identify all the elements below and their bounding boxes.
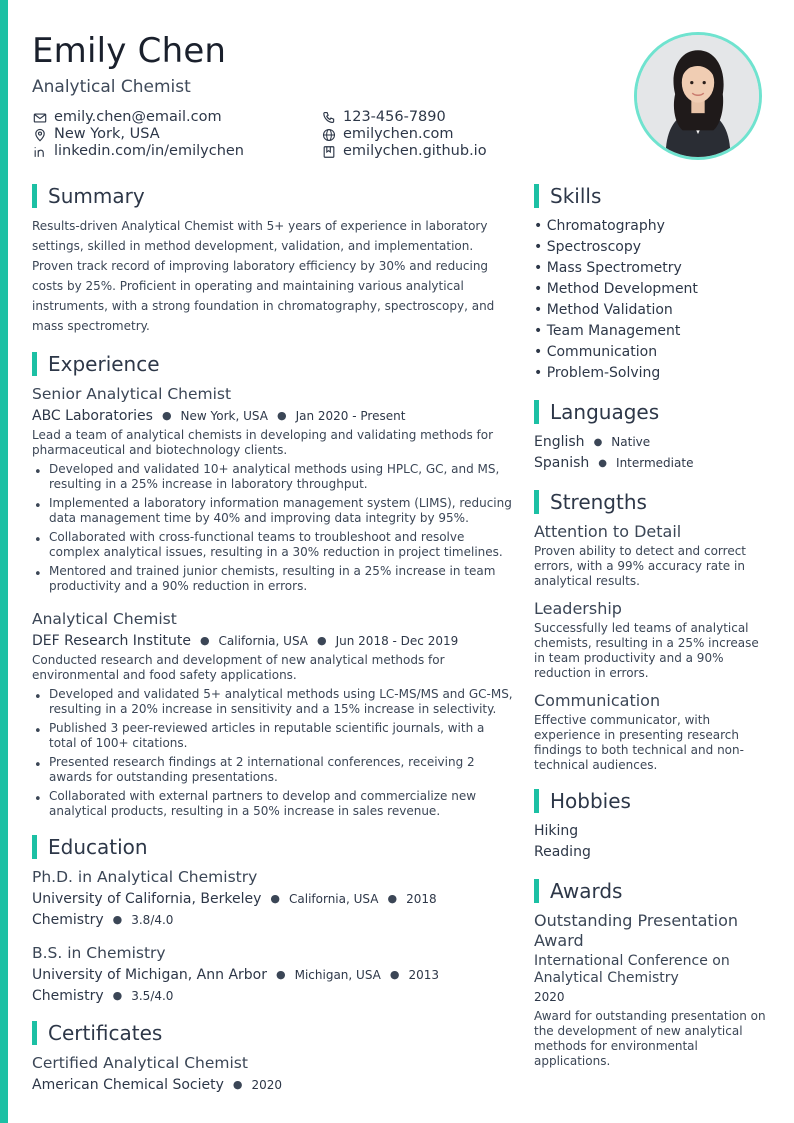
awards-title: Awards xyxy=(550,879,623,903)
separator-dot: ● xyxy=(112,913,123,926)
languages-title: Languages xyxy=(550,400,660,424)
skill-item: • Method Development xyxy=(534,281,698,297)
job-entry xyxy=(32,384,514,594)
certificate-meta xyxy=(32,1076,514,1094)
award-year-row xyxy=(534,987,770,1007)
strengths-section xyxy=(534,490,770,773)
linkedin-icon xyxy=(32,144,47,159)
separator-dot: ● xyxy=(161,409,172,422)
separator-dot: ● xyxy=(232,1078,243,1091)
resume-header xyxy=(32,30,622,160)
hobby-item: Reading xyxy=(534,844,591,860)
location-text: New York, USA xyxy=(54,126,160,142)
separator-dot: ● xyxy=(387,892,398,905)
strength-item xyxy=(534,599,770,681)
github-text: emilychen.github.io xyxy=(343,143,487,159)
award-year: 2020 xyxy=(534,990,565,1004)
skill-item: • Problem-Solving xyxy=(534,365,661,381)
accent-bar xyxy=(0,0,8,1123)
education-meta xyxy=(32,890,514,908)
school-location: Michigan, USA xyxy=(294,968,381,982)
education-entry xyxy=(32,943,514,1005)
education-entry xyxy=(32,867,514,929)
globe-icon xyxy=(321,127,336,142)
strength-title: Attention to Detail xyxy=(534,522,682,541)
summary-text: Results-driven Analytical Chemist with 5+ years of experience in laboratory settings, skilled in method development, validation, and implementation. Proven track record of improving laboratory efficiency by 30% and reducing costs by 25%. Proficient in operating and maintaining various analytical instruments, with a strong foundation in chromatography, spectroscopy, and mass spectrometry. xyxy=(32,219,495,333)
separator-dot: ● xyxy=(593,437,603,448)
contact-email[interactable] xyxy=(32,109,321,126)
skill-item: • Team Management xyxy=(534,323,681,339)
section-accent xyxy=(534,789,539,813)
job-dates: Jan 2020 - Present xyxy=(295,409,406,423)
separator-dot: ● xyxy=(598,458,608,469)
skill-item: • Mass Spectrometry xyxy=(534,260,682,276)
skill-label: Mass Spectrometry xyxy=(546,260,682,276)
section-header xyxy=(32,352,514,376)
certificate-entry xyxy=(32,1053,514,1094)
section-header xyxy=(32,1021,514,1045)
contact-website[interactable] xyxy=(321,126,601,143)
phone-text: 123-456-7890 xyxy=(343,109,446,125)
gpa: 3.5/4.0 xyxy=(131,989,174,1003)
award-description: Award for outstanding presentation on the development of new analytical methods for environmental applications. xyxy=(534,1009,766,1068)
skill-label: Spectroscopy xyxy=(546,239,642,255)
candidate-name: Emily Chen xyxy=(32,31,227,71)
certificate-name: Certified Analytical Chemist xyxy=(32,1054,248,1072)
separator-dot: ● xyxy=(112,989,123,1002)
separator-dot: ● xyxy=(199,634,210,647)
job-location: California, USA xyxy=(218,634,308,648)
section-accent xyxy=(32,835,37,859)
section-accent xyxy=(534,184,539,208)
experience-title: Experience xyxy=(48,352,160,376)
contact-phone[interactable] xyxy=(321,109,601,126)
list-item: • Published 3 peer-reviewed articles in reputable scientific journals, with a total of 100+ citations. xyxy=(32,721,514,751)
strength-item xyxy=(534,691,770,773)
job-company: DEF Research Institute xyxy=(32,633,191,649)
language-name: English xyxy=(534,434,585,450)
separator-dot: ● xyxy=(276,968,286,981)
separator-dot: ● xyxy=(317,634,327,647)
languages-section xyxy=(534,400,770,474)
left-column xyxy=(32,184,514,1094)
field-of-study: Chemistry xyxy=(32,912,104,928)
skill-label: Communication xyxy=(546,344,658,360)
contact-github[interactable] xyxy=(321,143,601,160)
job-location: New York, USA xyxy=(180,409,268,423)
separator-dot: ● xyxy=(276,409,287,422)
hobbies-title: Hobbies xyxy=(550,789,631,813)
list-item: • Developed and validated 5+ analytical methods using LC-MS/MS and GC-MS, resulting in a 20% increase in sensitivity and a 15% increase in selectivity. xyxy=(32,687,514,717)
education-field xyxy=(32,911,514,929)
hobby-item: Hiking xyxy=(534,823,579,839)
job-bullets xyxy=(32,687,514,819)
separator-dot: ● xyxy=(389,968,400,981)
experience-section xyxy=(32,352,514,819)
education-title: Education xyxy=(48,835,148,859)
skill-label: Problem-Solving xyxy=(546,365,661,381)
section-accent xyxy=(32,352,37,376)
phone-icon xyxy=(321,110,336,125)
right-column xyxy=(534,184,770,1069)
list-item: • Collaborated with external partners to develop and commercialize new analytical products, resulting in a 50% increase in sales revenue. xyxy=(32,789,514,819)
section-accent xyxy=(32,184,37,208)
school-location: California, USA xyxy=(289,892,379,906)
award-issuer: International Conference on Analytical Chemistry xyxy=(534,953,730,986)
award-name: Outstanding Presentation Award xyxy=(534,911,739,950)
skill-item: • Communication xyxy=(534,344,658,360)
section-header xyxy=(32,835,514,859)
bookmark-icon xyxy=(321,144,336,159)
job-meta xyxy=(32,632,514,650)
section-header xyxy=(534,184,770,208)
section-accent xyxy=(534,400,539,424)
graduation-year: 2013 xyxy=(408,968,440,982)
separator-dot: ● xyxy=(270,892,280,905)
skill-item: • Chromatography xyxy=(534,218,665,234)
section-accent xyxy=(534,490,539,514)
job-dates: Jun 2018 - Dec 2019 xyxy=(335,634,459,648)
contact-location xyxy=(32,126,321,143)
summary-title: Summary xyxy=(48,184,145,208)
strengths-title: Strengths xyxy=(550,490,647,514)
skills-list xyxy=(534,216,770,384)
education-meta xyxy=(32,966,514,984)
strength-description: Successfully led teams of analytical chemists, resulting in a 25% increase in team productivity and a 90% reduction in errors. xyxy=(534,621,759,680)
profile-photo xyxy=(634,32,762,160)
mail-icon xyxy=(32,110,47,125)
list-item: • Developed and validated 10+ analytical methods using HPLC, GC, and MS, resulting in a 25% increase in laboratory throughput. xyxy=(32,462,514,492)
job-title: Senior Analytical Chemist xyxy=(32,385,232,403)
school-name: University of California, Berkeley xyxy=(32,891,262,907)
degree-title: Ph.D. in Analytical Chemistry xyxy=(32,868,258,886)
skill-label: Method Validation xyxy=(546,302,673,318)
field-of-study: Chemistry xyxy=(32,988,104,1004)
contact-list xyxy=(32,109,622,160)
strength-title: Leadership xyxy=(534,599,622,618)
hobbies-section xyxy=(534,789,770,863)
school-name: University of Michigan, Ann Arbor xyxy=(32,967,267,983)
language-name: Spanish xyxy=(534,455,590,471)
language-level: Native xyxy=(611,435,651,449)
strength-description: Proven ability to detect and correct errors, with a 99% accuracy rate in analytical results. xyxy=(534,544,747,588)
skill-label: Chromatography xyxy=(546,218,665,234)
certificate-issuer: American Chemical Society xyxy=(32,1077,224,1093)
list-item: • Mentored and trained junior chemists, resulting in a 25% increase in team productivity and a 90% reduction in errors. xyxy=(32,564,514,594)
section-accent xyxy=(534,879,539,903)
strength-title: Communication xyxy=(534,691,661,710)
skill-label: Team Management xyxy=(546,323,681,339)
section-accent xyxy=(32,1021,37,1045)
language-level: Intermediate xyxy=(616,456,694,470)
list-item: • Collaborated with cross-functional teams to troubleshoot and resolve complex analytical issues, resulting in a 30% reduction in project timelines. xyxy=(32,530,514,560)
website-text: emilychen.com xyxy=(343,126,454,142)
degree-title: B.S. in Chemistry xyxy=(32,944,166,962)
skills-section xyxy=(534,184,770,384)
linkedin-text: linkedin.com/in/emilychen xyxy=(54,143,244,159)
certificate-year: 2020 xyxy=(251,1078,283,1092)
email-text: emily.chen@email.com xyxy=(54,109,222,125)
skill-item: • Spectroscopy xyxy=(534,239,642,255)
strength-description: Effective communicator, with experience in presenting research findings to both technical and non-technical audiences. xyxy=(534,713,744,772)
skill-label: Method Development xyxy=(546,281,698,297)
section-header xyxy=(534,490,770,514)
language-item xyxy=(534,453,770,474)
gpa: 3.8/4.0 xyxy=(131,913,174,927)
map-pin-icon xyxy=(32,127,47,142)
section-header xyxy=(534,879,770,903)
list-item: • Implemented a laboratory information management system (LIMS), reducing data management time by 40% and improving data integrity by 95%. xyxy=(32,496,514,526)
contact-linkedin[interactable] xyxy=(32,143,321,160)
summary-section xyxy=(32,184,514,336)
job-description: Conducted research and development of new analytical methods for environmental and food safety applications. xyxy=(32,653,445,682)
strength-item xyxy=(534,522,770,589)
job-bullets xyxy=(32,462,514,594)
list-item: • Presented research findings at 2 international conferences, receiving 2 awards for outstanding presentations. xyxy=(32,755,514,785)
job-entry xyxy=(32,609,514,819)
education-section xyxy=(32,835,514,1005)
award-item xyxy=(534,911,770,1069)
section-header xyxy=(534,789,770,813)
job-company: ABC Laboratories xyxy=(32,408,153,424)
skill-item: • Method Validation xyxy=(534,302,673,318)
job-meta xyxy=(32,407,514,425)
awards-section xyxy=(534,879,770,1069)
section-header xyxy=(32,184,514,208)
section-header xyxy=(534,400,770,424)
job-title: Analytical Chemist xyxy=(32,610,177,628)
job-description: Lead a team of analytical chemists in developing and validating methods for pharmaceutical and biotechnology clients. xyxy=(32,428,494,457)
candidate-role: Analytical Chemist xyxy=(32,77,191,97)
education-field xyxy=(32,987,514,1005)
certificates-title: Certificates xyxy=(48,1021,163,1045)
graduation-year: 2018 xyxy=(406,892,437,906)
skills-title: Skills xyxy=(550,184,602,208)
language-item xyxy=(534,432,770,453)
certificates-section xyxy=(32,1021,514,1094)
